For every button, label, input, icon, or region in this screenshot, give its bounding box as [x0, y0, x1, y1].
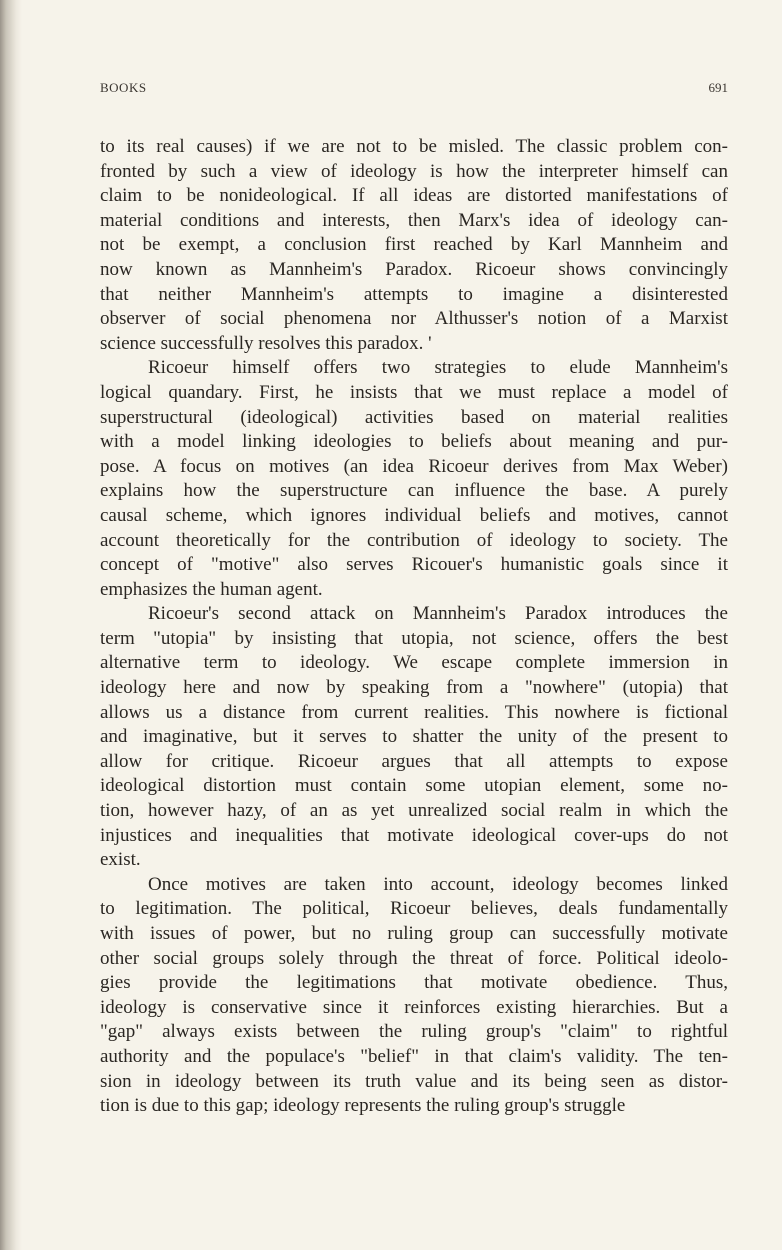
page-number: 691	[708, 80, 728, 95]
text-line: that neither Mannheim's attempts to imagine a disinterested	[100, 283, 728, 305]
text-line: concept of "motive" also serves Ricouer's humanistic goals since it	[100, 554, 728, 576]
section-label: BOOKS	[100, 80, 147, 95]
text-line: tion is due to this gap; ideology represents the ruling group's struggle	[100, 1095, 626, 1117]
paragraph	[100, 356, 728, 602]
running-head	[100, 80, 728, 100]
text-line: allows us a distance from current realities. This nowhere is fictional	[100, 701, 728, 723]
text-line: allow for critique. Ricoeur argues that all attempts to expose	[100, 750, 728, 772]
text-line: claim to be nonideological. If all ideas are distorted manifestations of	[100, 185, 728, 207]
text-line: superstructural (ideological) activities based on material realities	[100, 406, 728, 428]
text-line: to its real causes) if we are not to be misled. The classic problem con-	[100, 136, 728, 157]
text-line: fronted by such a view of ideology is how the interpreter himself can	[100, 160, 728, 182]
text-line: authority and the populace's "belief" in that claim's validity. The ten-	[100, 1045, 728, 1067]
text-line: Once motives are taken into account, ideology becomes linked	[148, 873, 728, 895]
text-line: science successfully resolves this paradox. '	[100, 332, 432, 354]
text-line: and imaginative, but it serves to shatter the unity of the present to	[100, 726, 728, 748]
text-line: to legitimation. The political, Ricoeur believes, deals fundamentally	[100, 898, 728, 920]
paragraph	[100, 135, 728, 356]
text-line: alternative term to ideology. We escape complete immersion in	[100, 652, 728, 674]
text-line: "gap" always exists between the ruling group's "claim" to rightful	[100, 1021, 728, 1043]
body-text	[100, 135, 728, 1119]
paragraph	[100, 602, 728, 873]
text-line: exist.	[100, 849, 141, 871]
text-line: gies provide the legitimations that motivate obedience. Thus,	[100, 972, 728, 994]
text-line: explains how the superstructure can influence the base. A purely	[100, 480, 728, 502]
text-line: account theoretically for the contribution of ideology to society. The	[100, 529, 728, 551]
text-line: Ricoeur's second attack on Mannheim's Paradox introduces the	[148, 603, 728, 625]
text-line: material conditions and interests, then Marx's idea of ideology can-	[100, 209, 728, 231]
text-line: observer of social phenomena nor Althusser's notion of a Marxist	[100, 308, 728, 330]
text-line: ideology is conservative since it reinforces existing hierarchies. But a	[100, 996, 728, 1018]
text-line: term "utopia" by insisting that utopia, not science, offers the best	[100, 627, 728, 649]
page-binding-edge	[0, 0, 22, 1250]
text-line: sion in ideology between its truth value and its being seen as distor-	[100, 1070, 728, 1092]
text-line: with a model linking ideologies to beliefs about meaning and pur-	[100, 431, 728, 453]
text-line: injustices and inequalities that motivate ideological cover-ups do not	[100, 824, 728, 846]
text-line: now known as Mannheim's Paradox. Ricoeur shows convincingly	[100, 258, 728, 280]
text-line: tion, however hazy, of an as yet unrealized social realm in which the	[100, 800, 728, 822]
text-line: other social groups solely through the threat of force. Political ideolo-	[100, 947, 728, 969]
text-line: ideology here and now by speaking from a "nowhere" (utopia) that	[100, 677, 728, 699]
text-line: with issues of power, but no ruling group can successfully motivate	[100, 923, 728, 944]
text-line: causal scheme, which ignores individual beliefs and motives, cannot	[100, 504, 728, 526]
text-line: Ricoeur himself offers two strategies to elude Mannheim's	[148, 357, 728, 379]
text-line: logical quandary. First, he insists that we must replace a model of	[100, 381, 728, 403]
text-line: emphasizes the human agent.	[100, 578, 323, 600]
paragraph	[100, 873, 728, 1119]
text-line: ideological distortion must contain some utopian element, some no-	[100, 775, 728, 797]
text-line: not be exempt, a conclusion first reached by Karl Mannheim and	[100, 234, 728, 256]
text-line: pose. A focus on motives (an idea Ricoeur derives from Max Weber)	[100, 455, 728, 477]
